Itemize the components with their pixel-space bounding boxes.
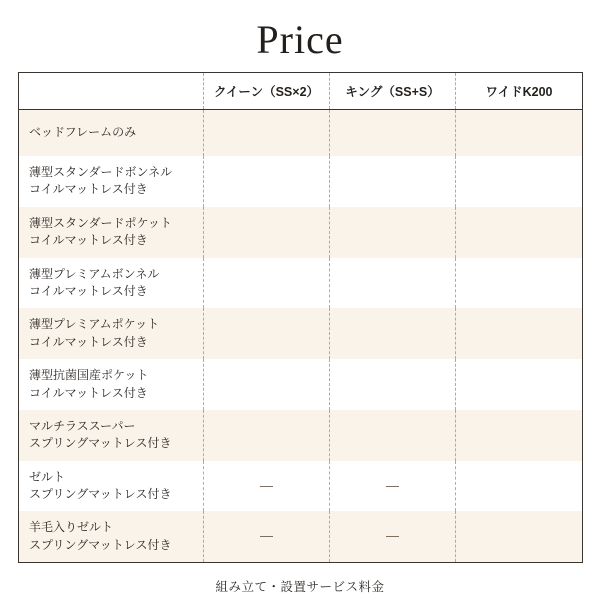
table-body xyxy=(19,110,583,563)
row-value-widek200 xyxy=(456,207,583,258)
price-table-wrapper xyxy=(18,72,582,563)
row-value-king: — xyxy=(330,461,456,512)
table-row xyxy=(19,308,583,359)
table-header-cell-0 xyxy=(19,73,204,110)
row-label xyxy=(19,511,204,562)
row-label-line: マルチラススーパー xyxy=(29,418,136,433)
row-value-king xyxy=(330,258,456,309)
row-label-line: コイルマットレス付き xyxy=(29,334,148,349)
row-label-line: 薄型プレミアムポケット xyxy=(29,317,160,332)
row-label-line: ベッドフレームのみ xyxy=(29,125,137,140)
row-label xyxy=(19,308,204,359)
row-label-line: コイルマットレス付き xyxy=(29,182,148,197)
row-label-line: 薄型スタンダードポケット xyxy=(29,215,172,230)
row-value-widek200 xyxy=(456,359,583,410)
row-label-line: スプリングマットレス付き xyxy=(29,436,172,451)
row-label-line: ゼルト xyxy=(29,469,66,484)
footer-note: 組み立て・設置サービス料金 xyxy=(215,580,385,595)
table-row xyxy=(19,410,583,461)
table-row xyxy=(19,359,583,410)
table-row xyxy=(19,258,583,309)
row-label xyxy=(19,359,204,410)
row-value-widek200 xyxy=(456,461,583,512)
row-label xyxy=(19,258,204,309)
row-value-widek200 xyxy=(456,410,583,461)
page-title: Price xyxy=(256,17,344,62)
row-label-line: コイルマットレス付き xyxy=(29,385,148,400)
row-label-line: 薄型プレミアムボンネル xyxy=(29,266,160,281)
row-value-king xyxy=(330,410,456,461)
table-header-cell-2: キング（SS+S） xyxy=(330,73,456,110)
table-row xyxy=(19,461,583,512)
table-head xyxy=(19,73,583,110)
row-value-queen xyxy=(204,308,330,359)
price-table xyxy=(18,72,583,563)
row-label-line: 薄型抗菌国産ポケット xyxy=(29,368,149,383)
row-value-widek200 xyxy=(456,308,583,359)
row-label-line: コイルマットレス付き xyxy=(29,283,148,298)
row-value-king xyxy=(330,110,456,157)
row-label xyxy=(19,207,204,258)
row-value-widek200 xyxy=(456,511,583,562)
row-value-king xyxy=(330,359,456,410)
table-row xyxy=(19,511,583,562)
row-value-queen: — xyxy=(204,511,330,562)
row-label-line: スプリングマットレス付き xyxy=(29,537,172,552)
row-value-king: — xyxy=(330,511,456,562)
row-label xyxy=(19,156,204,207)
row-value-queen xyxy=(204,258,330,309)
row-value-widek200 xyxy=(456,258,583,309)
table-header-cell-1: クイーン（SS×2） xyxy=(204,73,330,110)
row-value-widek200 xyxy=(456,110,583,157)
row-value-queen xyxy=(204,359,330,410)
row-label-line: スプリングマットレス付き xyxy=(29,487,172,502)
table-row xyxy=(19,110,583,157)
row-value-queen xyxy=(204,156,330,207)
row-label xyxy=(19,110,204,157)
table-header-cell-3: ワイドK200 xyxy=(456,73,583,110)
table-row xyxy=(19,207,583,258)
row-value-king xyxy=(330,308,456,359)
row-value-queen xyxy=(204,410,330,461)
row-value-widek200 xyxy=(456,156,583,207)
row-value-king xyxy=(330,207,456,258)
row-label xyxy=(19,410,204,461)
row-value-queen xyxy=(204,110,330,157)
row-label-line: 薄型スタンダードボンネル xyxy=(29,165,173,179)
row-value-queen xyxy=(204,207,330,258)
row-value-queen: — xyxy=(204,461,330,512)
table-header-row xyxy=(19,73,583,110)
row-label-line: 羊毛入りゼルト xyxy=(29,520,114,535)
row-label xyxy=(19,461,204,512)
row-value-king xyxy=(330,156,456,207)
table-row xyxy=(19,156,583,207)
row-label-line: コイルマットレス付き xyxy=(29,233,148,248)
